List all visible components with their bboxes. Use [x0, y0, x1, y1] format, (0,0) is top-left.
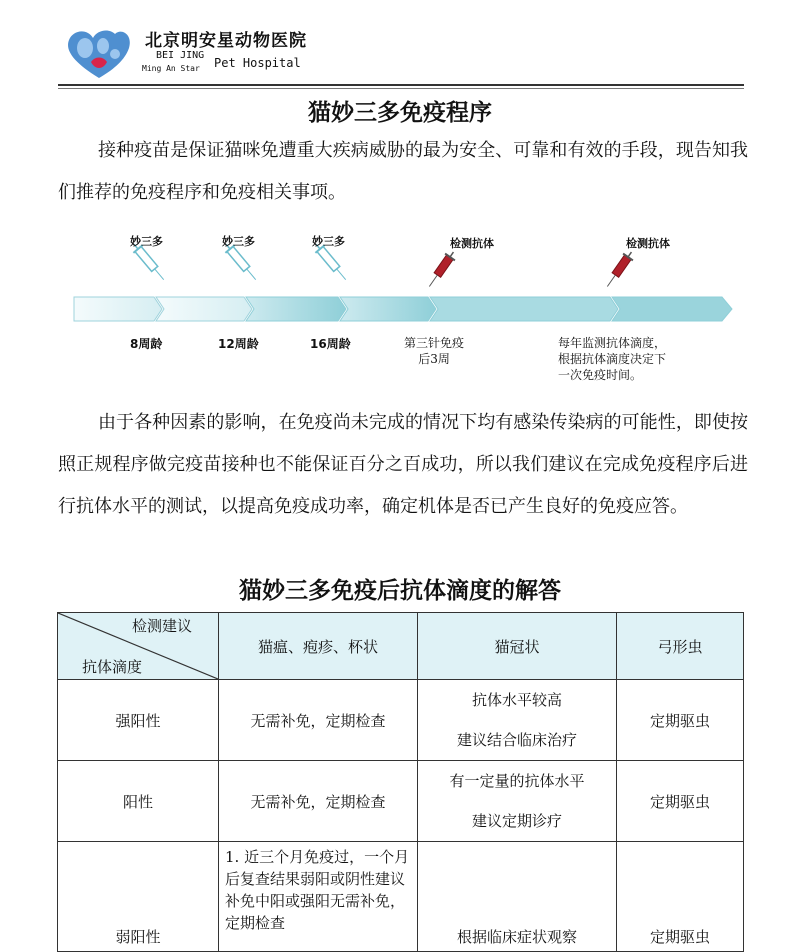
header-divider — [58, 84, 744, 86]
table-header-row — [58, 613, 744, 680]
corner-label-top: 检测建议 — [131, 617, 192, 635]
table-cell: 定期驱虫 — [617, 680, 744, 761]
timeline-stage-label: 检测抗体 — [450, 237, 494, 250]
blood-test-syringe-icon — [424, 249, 458, 290]
hospital-name-en-line3: Pet Hospital — [214, 56, 301, 70]
hospital-name-cn: 北京明安星动物医院 — [145, 31, 307, 51]
table-cell — [418, 680, 617, 761]
intro-paragraph: 接种疫苗是保证猫咪免遭重大疾病威胁的最为安全、可靠和有效的手段，现告知我们推荐的免疫程序和免疫相关事项。 — [58, 140, 748, 203]
arrow-segment-3 — [246, 297, 346, 321]
table-cell: 1. 近三个月免疫过，一个月后复查结果弱阳或阴性建议补免中阳或强阳无需补免，定期检查 — [219, 842, 418, 952]
column-header: 猫冠状 — [418, 613, 617, 680]
table-row — [58, 680, 744, 761]
table-cell: 无需补免，定期检查 — [219, 761, 418, 842]
cell-line: 有一定量的抗体水平 — [449, 772, 585, 790]
timeline-stage-label: 妙三多 — [222, 235, 255, 248]
hospital-name-en-line1: BEI JING — [156, 50, 205, 61]
table-cell: 无需补免，定期检查 — [219, 680, 418, 761]
timeline-note: 第三针免疫 后3周 — [404, 336, 465, 366]
cell-line: 建议定期诊疗 — [471, 812, 562, 830]
column-header: 猫瘟、疱疹、杯状 — [219, 613, 418, 680]
arrow-segment-1 — [74, 297, 162, 321]
timeline-stage-label: 检测抗体 — [626, 237, 670, 250]
timeline-age: 8周龄 — [130, 337, 163, 351]
table-cell: 定期驱虫 — [617, 842, 744, 952]
timeline-note: 每年监测抗体滴度， 根据抗体滴度决定下 一次免疫时间。 — [558, 336, 667, 382]
timeline-arrow-segments — [74, 297, 732, 321]
body-paragraph: 由于各种因素的影响，在免疫尚未完成的情况下均有感染传染病的可能性，即使按照正规程序做完疫苗接种也不能保证百分之百成功，所以我们建议在完成免疫程序后进行抗体水平的测试，以提高免疫成功率，确定机体是否已产生良好的免疫应答。 — [58, 412, 748, 517]
blood-test-syringe-icon — [602, 249, 636, 290]
timeline-age: 12周龄 — [218, 337, 259, 351]
page-header — [58, 18, 744, 88]
arrow-segment-5 — [430, 297, 618, 321]
vaccination-timeline — [58, 225, 748, 395]
timeline-age: 16周龄 — [310, 337, 351, 351]
paw-heart-logo-icon — [63, 26, 135, 82]
row-label: 阳性 — [58, 761, 219, 842]
header-divider-thin — [58, 88, 744, 89]
row-label: 弱阳性 — [58, 842, 219, 952]
timeline-stage-label: 妙三多 — [130, 235, 163, 248]
hospital-name-en-line2: Ming An Star — [142, 64, 200, 73]
table-row — [58, 842, 744, 952]
corner-label-bottom: 抗体滴度 — [82, 658, 143, 676]
arrow-segment-4 — [340, 297, 436, 321]
arrow-segment-2 — [156, 297, 252, 321]
table-cell — [418, 761, 617, 842]
table-row — [58, 761, 744, 842]
timeline-stage-label: 妙三多 — [312, 235, 345, 248]
table-title: 猫妙三多免疫后抗体滴度的解答 — [239, 577, 561, 604]
cell-line: 建议结合临床治疗 — [456, 731, 577, 749]
table-cell: 定期驱虫 — [617, 761, 744, 842]
row-label: 强阳性 — [58, 680, 219, 761]
column-header: 弓形虫 — [617, 613, 744, 680]
arrow-segment-6 — [612, 297, 732, 321]
antibody-titer-table — [57, 612, 744, 952]
table-cell: 根据临床症状观察 — [418, 842, 617, 952]
page-title: 猫妙三多免疫程序 — [308, 99, 492, 126]
table-corner-cell — [58, 613, 219, 680]
cell-line: 抗体水平较高 — [471, 691, 562, 709]
